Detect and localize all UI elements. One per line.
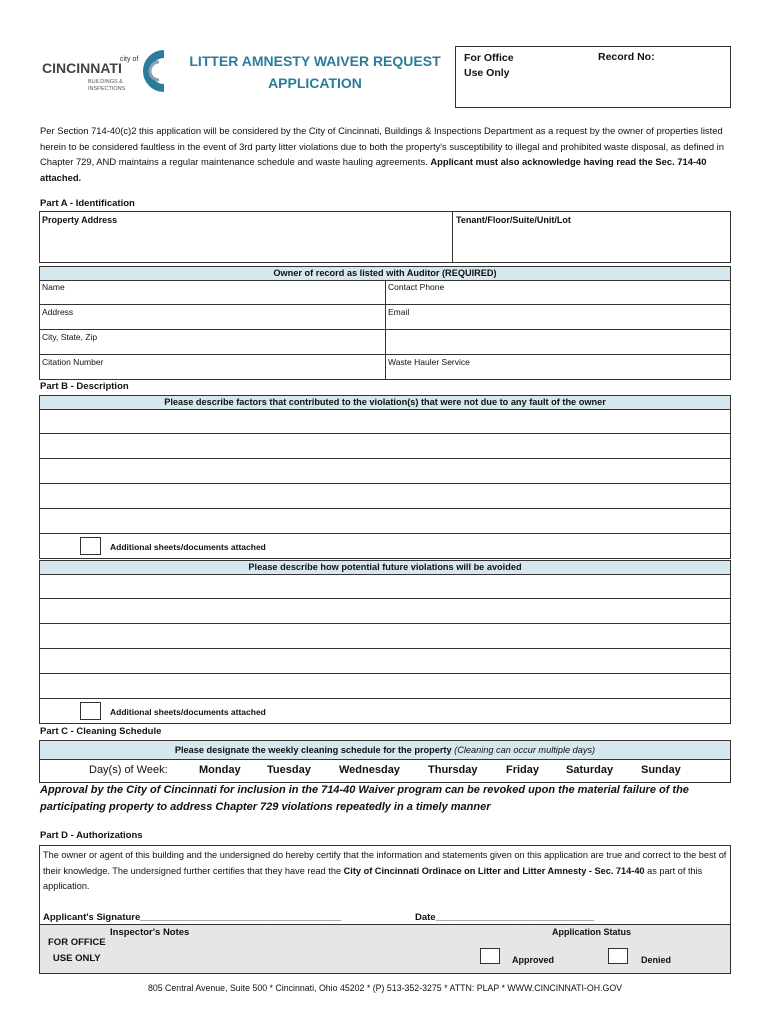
inspector-notes-label: Inspector's Notes [110, 927, 190, 938]
certification-box [39, 845, 731, 925]
name-label: Name [42, 282, 65, 292]
day-sunday[interactable]: Sunday [641, 764, 681, 776]
applicant-signature-field[interactable]: Applicant's Signature______________________________________ [43, 912, 342, 923]
owner-address-row[interactable] [39, 305, 731, 330]
owner-name-row[interactable] [39, 280, 731, 305]
for-office-label [48, 935, 106, 967]
citation-number-label: Citation Number [42, 357, 104, 367]
email-label: Email [388, 307, 410, 317]
additional-sheets-row-2 [39, 699, 731, 724]
day-thursday[interactable]: Thursday [428, 764, 478, 776]
day-saturday[interactable]: Saturday [566, 764, 614, 776]
day-tuesday[interactable]: Tuesday [267, 764, 311, 776]
form-title [180, 50, 450, 94]
certification-text-end: as part of this application. [43, 865, 703, 891]
divider [385, 355, 386, 379]
record-no-label: Record No: [598, 51, 655, 63]
logo-city-of: city of [120, 56, 139, 63]
waste-hauler-label: Waste Hauler Service [388, 357, 470, 367]
denied-label: Denied [641, 955, 672, 965]
office-use-label [464, 51, 534, 81]
day-friday[interactable]: Friday [506, 764, 540, 776]
part-d-heading: Part D - Authorizations [40, 830, 143, 841]
city-state-zip-label: City, State, Zip [42, 332, 98, 342]
approved-label: Approved [512, 955, 555, 965]
prevention-line[interactable] [39, 599, 731, 624]
description-line[interactable] [39, 409, 731, 434]
days-of-week-row [39, 760, 731, 783]
divider [385, 330, 386, 354]
approval-line-1: Approval by the City of Cincinnati for inclusion in the 714-40 Waiver program can be revoked upon the material failure of the [40, 784, 689, 796]
day-monday[interactable]: Monday [199, 764, 241, 776]
part-c-band [39, 740, 731, 760]
for-office-line: FOR OFFICE [48, 937, 106, 948]
prevention-line[interactable] [39, 649, 731, 674]
logo-dept-2: INSPECTIONS [88, 86, 126, 92]
logo-dept-1: BUILDINGS & [88, 79, 123, 85]
intro-paragraph [40, 123, 730, 185]
additional-sheets-checkbox-1[interactable] [80, 537, 101, 555]
footer-address: 805 Central Avenue, Suite 500 * Cincinnati, Ohio 45202 * (P) 513-352-3275 * ATTN: PLAP * WWW.CINCINNATI-OH.GOV [147, 983, 623, 993]
part-b-heading: Part B - Description [40, 381, 129, 392]
description-line[interactable] [39, 484, 731, 509]
description-line[interactable] [39, 509, 731, 534]
approved-checkbox[interactable] [480, 948, 500, 964]
prevention-line[interactable] [39, 674, 731, 699]
additional-sheets-checkbox-2[interactable] [80, 702, 101, 720]
divider [452, 212, 453, 262]
date-field[interactable]: Date______________________________ [415, 912, 595, 923]
citation-row[interactable] [39, 355, 731, 380]
part-a-heading: Part A - Identification [40, 198, 135, 209]
owner-band: Owner of record as listed with Auditor (REQUIRED) [39, 266, 731, 281]
additional-sheets-label-2: Additional sheets/documents attached [110, 707, 266, 717]
use-only-line: USE ONLY [52, 953, 101, 964]
approval-notice [40, 782, 730, 816]
prevention-line[interactable] [39, 574, 731, 599]
office-use-line-2: Use Only [464, 67, 510, 79]
part-b-band-2: Please describe how potential future violations will be avoided [39, 560, 731, 575]
divider [385, 305, 386, 329]
days-label: Day(s) of Week: [89, 764, 168, 776]
intro-bold-text: Applicant must also acknowledge having read the Sec. 714-40 attached. [40, 156, 707, 183]
additional-sheets-label-1: Additional sheets/documents attached [110, 542, 266, 552]
contact-phone-label: Contact Phone [388, 282, 445, 292]
city-logo [40, 48, 170, 94]
certification-bold: City of Cincinnati Ordinace on Litter and Litter Amnesty - Sec. 714-40 [343, 865, 645, 876]
tenant-label: Tenant/Floor/Suite/Unit/Lot [456, 215, 571, 225]
day-wednesday[interactable]: Wednesday [339, 764, 400, 776]
certification-text: The owner or agent of this building and the undersigned do hereby certify that the information and statements given on this application are true and correct to the best of their knowledge. The undersigned further certifies that they have read the [43, 850, 727, 876]
office-use-line-1: For Office [464, 52, 514, 64]
logo-name: CINCINNATI [42, 60, 122, 76]
part-c-band-note: (Cleaning can occur multiple days) [454, 745, 596, 755]
denied-checkbox[interactable] [608, 948, 628, 964]
office-use-footer [39, 924, 731, 974]
part-b-band-1: Please describe factors that contributed to the violation(s) that were not due to any fault of the owner [39, 395, 731, 410]
part-c-heading: Part C - Cleaning Schedule [40, 726, 162, 737]
part-c-band-text: Please designate the weekly cleaning schedule for the property [174, 745, 452, 755]
application-status-label: Application Status [552, 927, 632, 937]
additional-sheets-row-1 [39, 534, 731, 559]
property-address-label: Property Address [42, 215, 118, 225]
intro-text: Per Section 714-40(c)2 this application will be considered by the City of Cincinnati, Buildings & Inspections Department as a request by the owner of properties listed herein to be considered faultless in the event of 3rd party litter violations due to both the property's susceptibility to illegal and prohibited waste disposal, as defined in Chapter 729, AND maintains a regular maintenance schedule and waste hauling agreements. [40, 125, 724, 167]
property-address-field[interactable] [39, 211, 731, 263]
office-use-box [455, 46, 731, 108]
prevention-line[interactable] [39, 624, 731, 649]
address-label: Address [42, 307, 74, 317]
approval-line-2: participating property to address Chapter 729 violations repeatedly in a timely manner [40, 801, 491, 813]
title-line-2: APPLICATION [268, 75, 362, 91]
owner-city-row[interactable] [39, 330, 731, 355]
description-line[interactable] [39, 459, 731, 484]
description-line[interactable] [39, 434, 731, 459]
title-line-1: LITTER AMNESTY WAIVER REQUEST [189, 53, 441, 69]
divider [385, 280, 386, 304]
